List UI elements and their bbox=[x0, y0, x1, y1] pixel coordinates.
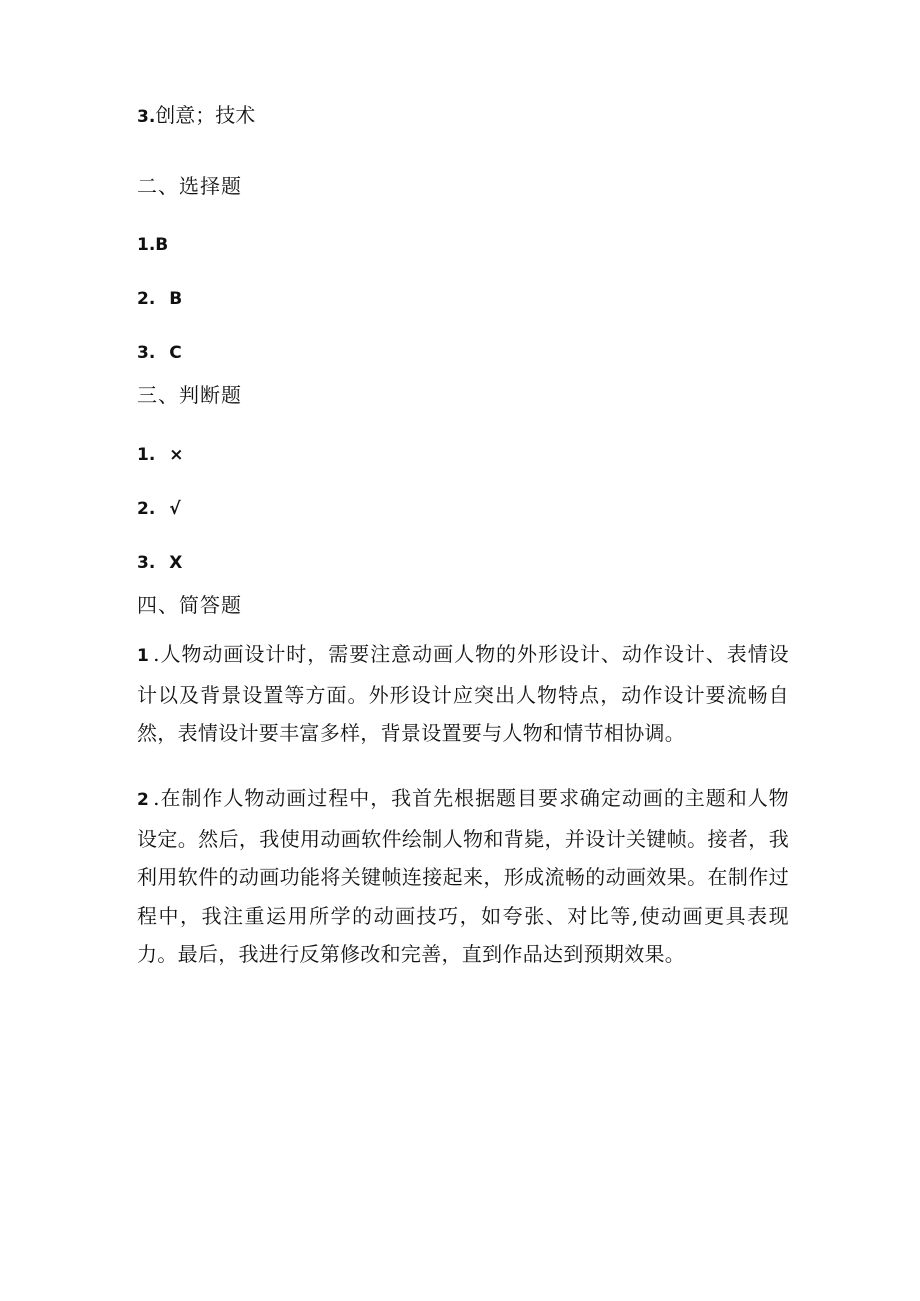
item-answer: 创意；技术 bbox=[155, 103, 256, 127]
item-number: 3. bbox=[137, 553, 156, 573]
item-number: 2. bbox=[137, 499, 156, 519]
item-number: 1. bbox=[137, 235, 156, 255]
item-number: 3. bbox=[137, 107, 156, 127]
judge-item-2 bbox=[137, 493, 181, 523]
fill-in-item-3 bbox=[137, 101, 255, 131]
item-answer: B bbox=[155, 235, 169, 255]
item-answer: × bbox=[169, 445, 184, 465]
choice-item-3 bbox=[137, 337, 182, 367]
judge-item-1 bbox=[137, 439, 184, 469]
section-heading-choice: 二、选择题 bbox=[137, 174, 242, 198]
item-answer: .在制作人物动画过程中，我首先根据题目要求确定动画的主题和人物设定。然后，我使用动画软件绘制人物和背毙，并设计关键帧。接者，我利用软件的动画功能将关键帧连接起来，形成流畅的动画效果。在制作过程中，我注重运用所学的动画技巧，如夸张、对比等,使动画更具表现力。最后，我进行反第修改和完善，直到作品达到预期效果。 bbox=[137, 786, 789, 966]
item-answer: C bbox=[169, 343, 182, 363]
section-heading-short-answer: 四、简答题 bbox=[137, 593, 242, 617]
section-heading-judge: 三、判断题 bbox=[137, 383, 242, 407]
item-number: 1. bbox=[137, 445, 156, 465]
item-number: 2 bbox=[137, 790, 150, 810]
item-answer: .人物动画设计时，需要注意动画人物的外形设计、动作设计、表情设计以及背景设置等方面。外形设计应突出人物特点，动作设计要流畅自然，表情设计要丰富多样，背景设置要与人物和情节相协调。 bbox=[137, 642, 789, 745]
item-number: 2. bbox=[137, 289, 156, 309]
item-answer: B bbox=[169, 289, 183, 309]
item-number: 3. bbox=[137, 343, 156, 363]
short-answer-item-1 bbox=[137, 635, 789, 753]
judge-item-3 bbox=[137, 547, 182, 577]
item-number: 1 bbox=[137, 646, 150, 666]
choice-item-1 bbox=[137, 229, 168, 259]
item-answer: √ bbox=[169, 499, 181, 519]
item-answer: X bbox=[169, 553, 183, 573]
choice-item-2 bbox=[137, 283, 182, 313]
short-answer-item-2 bbox=[137, 779, 789, 974]
